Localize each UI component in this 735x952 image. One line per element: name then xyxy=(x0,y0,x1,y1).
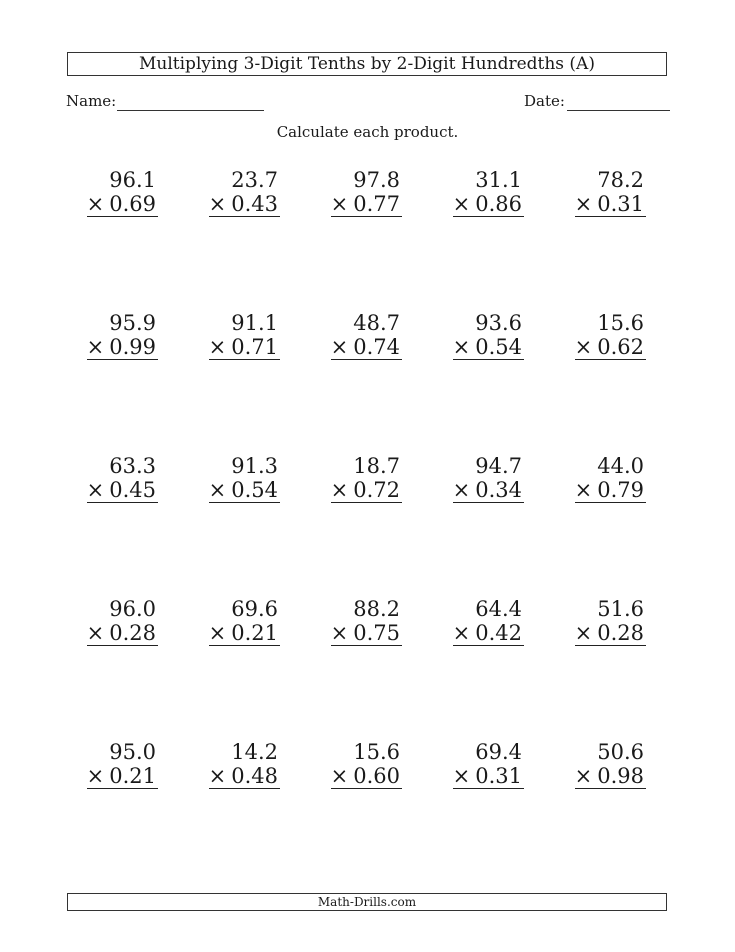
times-icon: × xyxy=(208,478,227,502)
multiplier-line xyxy=(575,478,646,503)
times-icon: × xyxy=(208,764,227,788)
name-label: Name: xyxy=(66,92,117,110)
multiplier-line xyxy=(575,621,646,646)
problem xyxy=(78,168,158,217)
problem xyxy=(200,311,280,360)
multiplier: 0.77 xyxy=(353,192,400,216)
multiplier: 0.34 xyxy=(475,478,522,502)
multiplier-line xyxy=(209,335,280,360)
multiplicand: 96.0 xyxy=(109,597,156,621)
times-icon: × xyxy=(452,335,471,359)
multiplier-line xyxy=(453,478,524,503)
multiplicand: 95.9 xyxy=(109,311,156,335)
multiplier: 0.54 xyxy=(475,335,522,359)
times-icon: × xyxy=(86,764,105,788)
problem xyxy=(200,597,280,646)
times-icon: × xyxy=(86,192,105,216)
times-icon: × xyxy=(574,621,593,645)
multiplier-line xyxy=(331,764,402,789)
multiplier: 0.54 xyxy=(231,478,278,502)
times-icon: × xyxy=(208,192,227,216)
multiplicand: 78.2 xyxy=(597,168,644,192)
multiplier: 0.75 xyxy=(353,621,400,645)
times-icon: × xyxy=(330,335,349,359)
times-icon: × xyxy=(330,621,349,645)
multiplier: 0.42 xyxy=(475,621,522,645)
multiplicand: 44.0 xyxy=(597,454,644,478)
multiplier-line xyxy=(453,621,524,646)
multiplier-line xyxy=(209,192,280,217)
problem xyxy=(78,454,158,503)
multiplicand: 88.2 xyxy=(353,597,400,621)
multiplier: 0.28 xyxy=(109,621,156,645)
date-line[interactable] xyxy=(567,110,670,111)
multiplier-line xyxy=(331,192,402,217)
multiplier-line xyxy=(453,192,524,217)
multiplier-line xyxy=(87,764,158,789)
times-icon: × xyxy=(452,478,471,502)
name-line[interactable] xyxy=(117,110,264,111)
multiplicand: 63.3 xyxy=(109,454,156,478)
multiplier: 0.98 xyxy=(597,764,644,788)
problem xyxy=(566,168,646,217)
multiplier-line xyxy=(331,478,402,503)
problem xyxy=(200,168,280,217)
problem xyxy=(444,168,524,217)
problem xyxy=(566,597,646,646)
times-icon: × xyxy=(574,335,593,359)
multiplicand: 64.4 xyxy=(475,597,522,621)
times-icon: × xyxy=(330,764,349,788)
problem xyxy=(322,168,402,217)
multiplicand: 97.8 xyxy=(353,168,400,192)
times-icon: × xyxy=(86,478,105,502)
multiplicand: 91.1 xyxy=(231,311,278,335)
multiplicand: 18.7 xyxy=(353,454,400,478)
times-icon: × xyxy=(574,192,593,216)
times-icon: × xyxy=(330,192,349,216)
problem xyxy=(322,740,402,789)
multiplier: 0.74 xyxy=(353,335,400,359)
multiplier: 0.79 xyxy=(597,478,644,502)
multiplier-line xyxy=(575,192,646,217)
multiplicand: 95.0 xyxy=(109,740,156,764)
multiplicand: 91.3 xyxy=(231,454,278,478)
multiplier: 0.31 xyxy=(475,764,522,788)
multiplicand: 14.2 xyxy=(231,740,278,764)
multiplier-line xyxy=(575,335,646,360)
multiplier-line xyxy=(209,764,280,789)
multiplier-line xyxy=(87,335,158,360)
problem xyxy=(566,311,646,360)
multiplicand: 31.1 xyxy=(475,168,522,192)
multiplicand: 15.6 xyxy=(597,311,644,335)
multiplier: 0.71 xyxy=(231,335,278,359)
multiplier-line xyxy=(453,764,524,789)
multiplier-line xyxy=(331,621,402,646)
multiplier: 0.28 xyxy=(597,621,644,645)
multiplier: 0.99 xyxy=(109,335,156,359)
multiplier-line xyxy=(209,478,280,503)
multiplier: 0.69 xyxy=(109,192,156,216)
multiplicand: 69.6 xyxy=(231,597,278,621)
worksheet-title: Multiplying 3-Digit Tenths by 2-Digit Hundredths (A) xyxy=(67,52,667,76)
problem xyxy=(78,740,158,789)
multiplier-line xyxy=(575,764,646,789)
multiplier-line xyxy=(453,335,524,360)
multiplicand: 51.6 xyxy=(597,597,644,621)
problem xyxy=(200,740,280,789)
problem xyxy=(444,311,524,360)
times-icon: × xyxy=(208,335,227,359)
multiplier: 0.45 xyxy=(109,478,156,502)
multiplicand: 48.7 xyxy=(353,311,400,335)
times-icon: × xyxy=(86,621,105,645)
times-icon: × xyxy=(574,478,593,502)
problem xyxy=(444,597,524,646)
footer: Math-Drills.com xyxy=(67,893,667,911)
problem xyxy=(200,454,280,503)
problem xyxy=(566,740,646,789)
multiplier: 0.60 xyxy=(353,764,400,788)
problem xyxy=(322,597,402,646)
times-icon: × xyxy=(452,192,471,216)
problem xyxy=(566,454,646,503)
multiplier: 0.48 xyxy=(231,764,278,788)
multiplier: 0.43 xyxy=(231,192,278,216)
multiplier-line xyxy=(87,478,158,503)
problem xyxy=(322,454,402,503)
times-icon: × xyxy=(452,621,471,645)
times-icon: × xyxy=(208,621,227,645)
multiplicand: 93.6 xyxy=(475,311,522,335)
instructions: Calculate each product. xyxy=(276,123,459,141)
problem xyxy=(444,454,524,503)
multiplicand: 94.7 xyxy=(475,454,522,478)
multiplier-line xyxy=(331,335,402,360)
multiplier-line xyxy=(209,621,280,646)
problem xyxy=(322,311,402,360)
multiplier-line xyxy=(87,192,158,217)
multiplicand: 23.7 xyxy=(231,168,278,192)
multiplier: 0.21 xyxy=(231,621,278,645)
times-icon: × xyxy=(86,335,105,359)
problem xyxy=(444,740,524,789)
multiplier: 0.86 xyxy=(475,192,522,216)
multiplier: 0.72 xyxy=(353,478,400,502)
times-icon: × xyxy=(452,764,471,788)
date-label: Date: xyxy=(524,92,565,110)
multiplicand: 50.6 xyxy=(597,740,644,764)
times-icon: × xyxy=(330,478,349,502)
times-icon: × xyxy=(574,764,593,788)
multiplier-line xyxy=(87,621,158,646)
problem xyxy=(78,311,158,360)
multiplicand: 69.4 xyxy=(475,740,522,764)
multiplicand: 96.1 xyxy=(109,168,156,192)
multiplier: 0.21 xyxy=(109,764,156,788)
multiplier: 0.62 xyxy=(597,335,644,359)
problem xyxy=(78,597,158,646)
multiplicand: 15.6 xyxy=(353,740,400,764)
multiplier: 0.31 xyxy=(597,192,644,216)
